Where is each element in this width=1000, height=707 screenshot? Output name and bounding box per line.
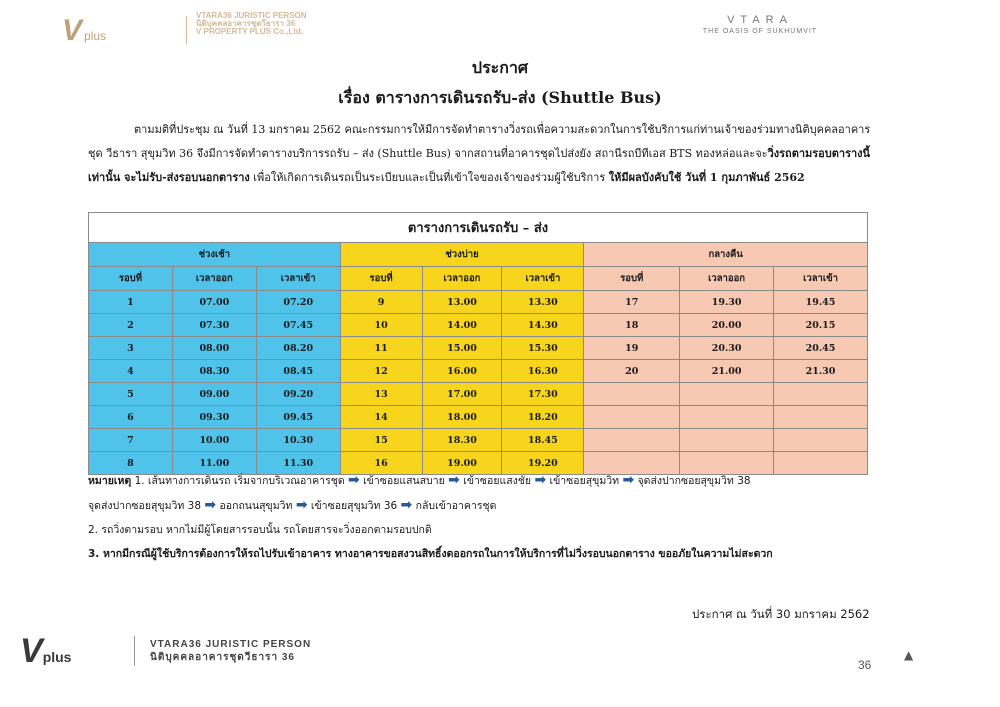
night-cell: 21.00 [680, 360, 774, 383]
afternoon-cell: 17.00 [422, 383, 502, 406]
morning-cell: 7 [89, 429, 173, 452]
note-2: 2. รถวิ่งตามรอบ หากไม่มีผู้โดยสารรอบนั้น รถโดยสารจะวิ่งออกตามรอบปกติ [88, 524, 432, 536]
col-depart: เวลาออก [172, 267, 256, 291]
route-step: เข้าซอยสุขุมวิท [549, 475, 620, 487]
afternoon-cell: 19.20 [502, 452, 584, 475]
arrow-right-icon: ➡ [400, 497, 413, 513]
table-row [89, 291, 868, 314]
afternoon-cell: 15.30 [502, 337, 584, 360]
afternoon-cell: 13.30 [502, 291, 584, 314]
footer-logo-v: V [20, 632, 43, 670]
footer-line1: VTARA36 JURISTIC PERSON [150, 639, 312, 650]
morning-cell: 07.30 [172, 314, 256, 337]
col-depart: เวลาออก [422, 267, 502, 291]
afternoon-cell: 17.30 [502, 383, 584, 406]
afternoon-cell: 14.30 [502, 314, 584, 337]
route-step: ออกถนนสุขุมวิท [219, 500, 293, 512]
night-cell: 20.45 [774, 337, 868, 360]
notes-label: หมายเหตุ [88, 475, 132, 487]
intro-text-1: ตามมติที่ประชุม ณ วันที่ 13 มกราคม 2562 คณะกรรมการให้มีการจัดทำตารางวิ่งรถเพื่อความสะดวกในการใช้บริการแก่ท่านเจ้าของร่วมทางนิติบุคคลอาคาร ชุด วีธารา สุขุมวิท 36 จึงมีการจัดทำตารางบริการรถรับ – ส่ง (Shuttle Bus) จากสถานที่อาคารชุดไปส่งยัง สถานีรถบีทีเอส BTS ทองหล่อและจะ [88, 123, 871, 160]
table-row [89, 406, 868, 429]
col-return: เวลาเข้า [502, 267, 584, 291]
route-step: จุดส่งปากซอยสุขุมวิท 38 [88, 500, 202, 512]
morning-cell: 08.00 [172, 337, 256, 360]
footer-logo [20, 632, 71, 671]
table-caption: ตารางการเดินรถรับ – ส่ง [89, 213, 868, 243]
afternoon-cell: 15.00 [422, 337, 502, 360]
col-return: เวลาเข้า [256, 267, 340, 291]
note-3: 3. หากมีกรณีผู้ใช้บริการต้องการให้รถไปรับเข้าอาคาร ทางอาคารขอสงวนสิทธิ์งดออกรถในการให้บริการที่ไม่วิ่งรอบนอกตาราง ขออภัยในความไม่สะดวก [88, 548, 773, 560]
morning-cell: 11.00 [172, 452, 256, 475]
afternoon-cell: 9 [340, 291, 422, 314]
announcement-title: ประกาศ [471, 58, 529, 77]
announcement-date: ประกาศ ณ วันที่ 30 มกราคม 2562 [692, 607, 870, 621]
afternoon-cell: 14.00 [422, 314, 502, 337]
announcement-subject: เรื่อง ตารางการเดินรถรับ-ส่ง (Shuttle Bus) [338, 88, 662, 107]
morning-cell: 8 [89, 452, 173, 475]
afternoon-cell: 10 [340, 314, 422, 337]
night-cell: 17 [584, 291, 680, 314]
night-cell [680, 383, 774, 406]
morning-cell: 09.30 [172, 406, 256, 429]
night-cell [680, 429, 774, 452]
notes [88, 468, 888, 566]
arrow-right-icon: ➡ [448, 472, 460, 488]
vtara-tagline: THE OASIS OF SUKHUMVIT [702, 28, 818, 35]
night-cell: 19 [584, 337, 680, 360]
night-cell: 20.15 [774, 314, 868, 337]
morning-cell: 2 [89, 314, 173, 337]
table-row [89, 314, 868, 337]
arrow-right-icon: ➡ [622, 472, 635, 488]
header-info-line2: นิติบุคคลอาคารชุดวีธารา 36 [196, 19, 296, 28]
intro-bold-2: ให้มีผลบังคับใช้ วันที่ 1 กุมภาพันธ์ 2562 [608, 171, 805, 184]
footer-info [150, 638, 311, 664]
afternoon-cell: 16.00 [422, 360, 502, 383]
arrow-right-icon: ➡ [348, 472, 360, 488]
intro-text-2: เพื่อให้เกิดการเดินรถเป็นระเบียบและเป็นที่เข้าใจของเจ้าของร่วมผู้ใช้บริการ [249, 171, 609, 184]
night-cell [774, 406, 868, 429]
arrow-right-icon: ➡ [534, 472, 547, 488]
morning-cell: 3 [89, 337, 173, 360]
afternoon-cell: 18.30 [422, 429, 502, 452]
afternoon-cell: 13 [340, 383, 422, 406]
night-cell: 21.30 [774, 360, 868, 383]
intro-bold-1: วิ่งรถตามรอบตารางนี้เท่านั้น จะไม่รับ-ส่งรอบนอกตาราง [88, 147, 871, 184]
route-step: กลับเข้าอาคารชุด [415, 500, 497, 512]
morning-cell: 08.30 [172, 360, 256, 383]
header-logo-v: V [62, 14, 83, 47]
afternoon-cell: 15 [340, 429, 422, 452]
route-step: เข้าซอยแสนสบาย [363, 475, 445, 487]
morning-cell: 10.30 [256, 429, 340, 452]
night-cell: 18 [584, 314, 680, 337]
group-night: กลางคืน [584, 243, 868, 267]
table-row [89, 429, 868, 452]
route-step: เข้าซอยสุขุมวิท 36 [310, 500, 398, 512]
header-info-line1: VTARA36 JURISTIC PERSON [196, 11, 307, 20]
morning-cell: 07.20 [256, 291, 340, 314]
night-cell: 19.45 [774, 291, 868, 314]
header-logo-plus: plus [84, 29, 107, 43]
morning-cell: 08.20 [256, 337, 340, 360]
shuttle-schedule-table [88, 212, 868, 475]
vtara-logo [680, 14, 840, 35]
morning-cell: 07.45 [256, 314, 340, 337]
morning-cell: 6 [89, 406, 173, 429]
route-step: เข้าซอยแสงชัย [463, 475, 532, 487]
morning-cell: 09.00 [172, 383, 256, 406]
night-cell: 20.30 [680, 337, 774, 360]
footer-line2: นิติบุคคลอาคารชุดวีธารา 36 [150, 652, 295, 663]
table-row [89, 360, 868, 383]
table-row [89, 337, 868, 360]
route-step: จุดส่งปากซอยสุขุมวิท 38 [637, 475, 751, 487]
night-cell [584, 383, 680, 406]
afternoon-cell: 14 [340, 406, 422, 429]
afternoon-cell: 16.30 [502, 360, 584, 383]
header-divider [186, 16, 187, 44]
triangle-mark-icon: ▲ [904, 648, 914, 662]
afternoon-cell: 12 [340, 360, 422, 383]
night-cell: 20 [584, 360, 680, 383]
night-cell: 19.30 [680, 291, 774, 314]
group-morning: ช่วงเช้า [89, 243, 341, 267]
note-1-line1 [88, 468, 888, 493]
morning-cell: 1 [89, 291, 173, 314]
afternoon-cell: 18.00 [422, 406, 502, 429]
afternoon-cell: 11 [340, 337, 422, 360]
afternoon-cell: 16 [340, 452, 422, 475]
vtara-logo-text: VTARA [727, 14, 793, 26]
morning-cell: 5 [89, 383, 173, 406]
header-company-info [196, 12, 456, 36]
col-round: รอบที่ [584, 267, 680, 291]
announcement-intro [88, 118, 888, 190]
col-round: รอบที่ [340, 267, 422, 291]
afternoon-cell: 19.00 [422, 452, 502, 475]
morning-cell: 08.45 [256, 360, 340, 383]
afternoon-cell: 18.20 [502, 406, 584, 429]
table-row [89, 383, 868, 406]
col-return: เวลาเข้า [774, 267, 868, 291]
footer-divider [134, 636, 135, 666]
route-intro: 1. เส้นทางการเดินรถ เริ่มจากบริเวณอาคารชุด [134, 475, 345, 487]
arrow-right-icon: ➡ [295, 497, 308, 513]
note-1-line2 [88, 493, 888, 518]
night-cell [774, 429, 868, 452]
night-cell [774, 383, 868, 406]
night-cell: 20.00 [680, 314, 774, 337]
col-round: รอบที่ [89, 267, 173, 291]
group-afternoon: ช่วงบ่าย [340, 243, 584, 267]
header-logo [62, 14, 106, 48]
afternoon-cell: 18.45 [502, 429, 584, 452]
night-cell [680, 406, 774, 429]
afternoon-cell: 13.00 [422, 291, 502, 314]
morning-cell: 4 [89, 360, 173, 383]
morning-cell: 11.30 [256, 452, 340, 475]
footer-logo-plus: plus [42, 649, 72, 665]
morning-cell: 07.00 [172, 291, 256, 314]
night-cell [584, 429, 680, 452]
morning-cell: 10.00 [172, 429, 256, 452]
night-cell [584, 406, 680, 429]
page-number: 36 [858, 658, 872, 672]
col-depart: เวลาออก [680, 267, 774, 291]
morning-cell: 09.20 [256, 383, 340, 406]
header-info-line3: V PROPERTY PLUS Co.,Ltd. [196, 27, 303, 36]
morning-cell: 09.45 [256, 406, 340, 429]
arrow-right-icon: ➡ [204, 497, 217, 513]
